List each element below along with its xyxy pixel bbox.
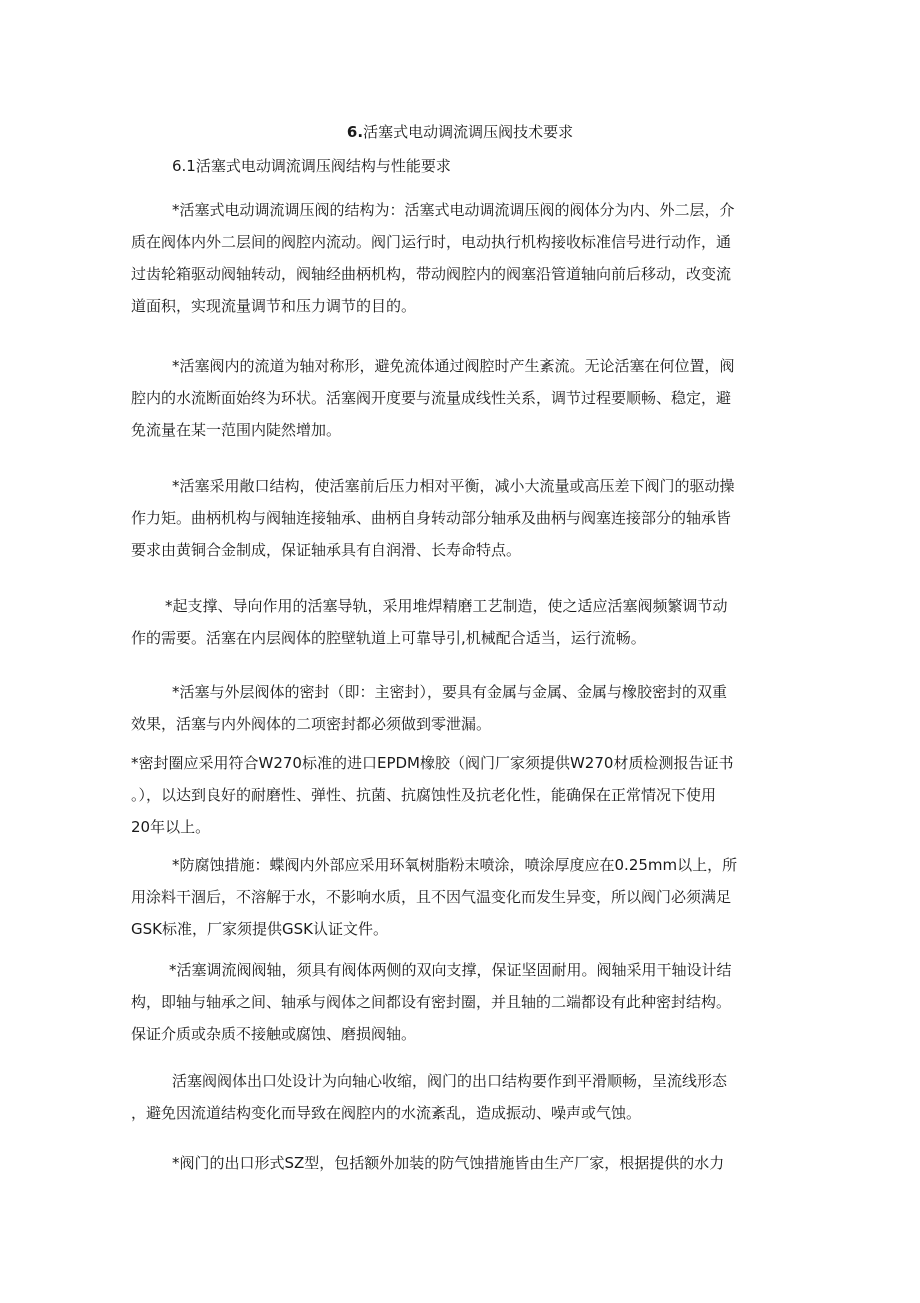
- paragraph-outlet-design: [131, 1065, 791, 1129]
- section-title-text: 活塞式电动调流调压阀技术要求: [363, 123, 574, 141]
- paragraph-line: 用涂料干涸后，不溶解于水，不影响水质，且不因气温变化而发生异变，所以阀门必须满足: [131, 888, 732, 906]
- paragraph-line: *阀门的出口形式SZ型，包括额外加装的防气蚀措施皆由生产厂家，根据提供的水力: [172, 1154, 725, 1172]
- paragraph-seal-ring: [131, 747, 791, 843]
- paragraph-line: 过齿轮箱驱动阀轴转动，阀轴经曲柄机构，带动阀腔内的阀塞沿管道轴向前后移动，改变流: [131, 265, 732, 283]
- paragraph-line: 道面积，实现流量调节和压力调节的目的。: [131, 297, 417, 315]
- paragraph-line: 要求由黄铜合金制成，保证轴承具有自润滑、长寿命特点。: [131, 541, 522, 559]
- paragraph-line: 效果，活塞与内外阀体的二项密封都必须做到零泄漏。: [131, 715, 492, 733]
- paragraph-line: 作的需要。活塞在内层阀体的腔壁轨道上可靠导引,机械配合适当，运行流畅。: [131, 629, 646, 647]
- paragraph-anticorrosion: [131, 849, 791, 945]
- paragraph-line: 20年以上。: [131, 818, 211, 836]
- paragraph-line: 作力矩。曲柄机构与阀轴连接轴承、曲柄自身转动部分轴承及曲柄与阀塞连接部分的轴承皆: [131, 509, 732, 527]
- paragraph-line: 腔内的水流断面始终为环状。活塞阀开度要与流量成线性关系，调节过程要顺畅、稳定，避: [131, 389, 732, 407]
- paragraph-line: 免流量在某一范围内陡然增加。: [131, 421, 342, 439]
- paragraph-line: *活塞调流阀阀轴，须具有阀体两侧的双向支撑，保证坚固耐用。阀轴采用干轴设计结: [169, 961, 732, 979]
- paragraph-line: *活塞采用敞口结构，使活塞前后压力相对平衡，减小大流量或高压差下阀门的驱动操: [172, 477, 735, 495]
- paragraph-piston-open: [131, 470, 791, 566]
- paragraph-line: *活塞与外层阀体的密封（即：主密封），要具有金属与金属、金属与橡胶密封的双重: [172, 683, 728, 701]
- paragraph-line: 。），以达到良好的耐磨性、弹性、抗菌、抗腐蚀性及抗老化性，能确保在正常情况下使用: [131, 786, 717, 804]
- paragraph-flow-channel: [131, 350, 791, 446]
- paragraph-valve-structure: [131, 194, 791, 322]
- paragraph-guide-rail: [131, 590, 791, 654]
- paragraph-line: *活塞阀内的流道为轴对称形，避免流体通过阀腔时产生紊流。无论活塞在何位置，阀: [172, 357, 735, 375]
- paragraph-line: 质在阀体内外二层间的阀腔内流动。阀门运行时，电动执行机构接收标准信号进行动作，通: [131, 233, 732, 251]
- section-title-number: 6.: [346, 123, 364, 141]
- paragraph-line: *起支撑、导向作用的活塞导轨，采用堆焊精磨工艺制造，使之适应活塞阀频繁调节动: [165, 597, 728, 615]
- paragraph-outlet-form: [131, 1147, 791, 1179]
- subsection-title: 6.1活塞式电动调流调压阀结构与性能要求: [172, 157, 451, 175]
- paragraph-line: GSK标准，厂家须提供GSK认证文件。: [131, 920, 388, 938]
- paragraph-line: *防腐蚀措施：蝶阀内外部应采用环氧树脂粉末喷涂，喷涂厚度应在0.25mm以上，所: [172, 856, 738, 874]
- paragraph-line: *活塞式电动调流调压阀的结构为：活塞式电动调流调压阀的阀体分为内、外二层，介: [172, 201, 735, 219]
- paragraph-line: 活塞阀阀体出口处设计为向轴心收缩，阀门的出口结构要作到平滑顺畅，呈流线形态: [172, 1072, 728, 1090]
- paragraph-line: 构，即轴与轴承之间、轴承与阀体之间都设有密封圈，并且轴的二端都设有此种密封结构。: [131, 993, 732, 1011]
- section-title: [0, 121, 920, 143]
- paragraph-main-seal: [131, 676, 791, 740]
- paragraph-valve-shaft: [131, 954, 791, 1050]
- paragraph-line: ，避免因流道结构变化而导致在阀腔内的水流紊乱，造成振动、噪声或气蚀。: [131, 1104, 642, 1122]
- paragraph-line: *密封圈应采用符合W270标准的进口EPDM橡胶（阀门厂家须提供W270材质检测报告证书: [131, 754, 734, 772]
- paragraph-line: 保证介质或杂质不接触或腐蚀、磨损阀轴。: [131, 1025, 417, 1043]
